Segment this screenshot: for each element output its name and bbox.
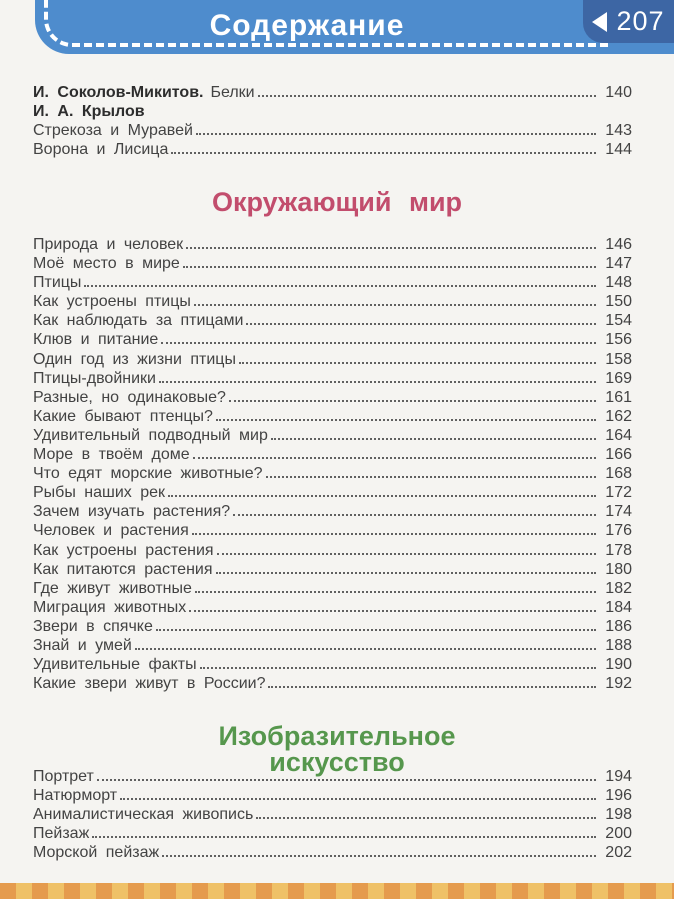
leader-dots <box>92 836 596 838</box>
toc-page-number: 198 <box>605 806 632 824</box>
leader-dots <box>84 285 596 287</box>
toc-entry-title: Один год из жизни птицы <box>33 350 236 368</box>
toc-page-number: 162 <box>605 407 632 425</box>
toc-page-number: 184 <box>605 598 632 616</box>
toc-entry-title: Портрет <box>33 768 94 785</box>
toc-row <box>33 844 632 863</box>
page-title: Содержание <box>209 9 405 42</box>
leader-dots <box>271 438 596 440</box>
leader-dots <box>195 591 596 593</box>
toc-page-number: 188 <box>605 636 632 654</box>
leader-dots <box>200 667 596 669</box>
toc-entry-title: Белки <box>210 84 255 101</box>
leader-dots <box>162 855 596 857</box>
leader-dots <box>194 304 596 306</box>
toc-page-number: 156 <box>605 331 632 349</box>
toc-page-number: 190 <box>605 656 632 674</box>
toc-row <box>33 806 632 825</box>
toc-row <box>33 446 632 465</box>
toc-page-number: 192 <box>605 675 632 693</box>
environment-toc-list <box>33 236 632 694</box>
leader-dots <box>196 133 596 135</box>
section-heading-environment <box>0 189 674 215</box>
leader-dots <box>193 457 596 459</box>
toc-entry-title: Рыбы наших рек <box>33 484 166 502</box>
leader-dots <box>189 610 596 612</box>
leader-dots <box>120 798 596 800</box>
leader-dots <box>135 648 596 650</box>
leader-dots <box>168 495 596 497</box>
leader-dots <box>229 400 596 402</box>
toc-page-number: 178 <box>605 541 632 559</box>
toc-entry-title: Миграция животных <box>33 598 187 616</box>
toc-row <box>33 825 632 844</box>
toc-page-number: 202 <box>605 844 632 862</box>
toc-row <box>33 599 632 618</box>
intro-toc-list <box>33 84 632 160</box>
art-toc-list <box>33 768 632 863</box>
toc-entry-title: Природа и человек <box>33 236 184 253</box>
toc-page-number: 146 <box>605 236 632 253</box>
toc-row <box>33 274 632 293</box>
toc-row <box>33 656 632 675</box>
toc-row <box>33 503 632 522</box>
toc-entry-title: Как устроены растения <box>33 541 214 559</box>
toc-row <box>33 408 632 427</box>
toc-row <box>33 580 632 599</box>
section-heading-line: Изобразительное <box>218 721 456 751</box>
toc-row <box>33 637 632 656</box>
toc-entry-title: Зачем изучать растения? <box>33 503 231 521</box>
toc-row <box>33 787 632 806</box>
toc-entry-title: Звери в спячке <box>33 617 153 635</box>
toc-page-number: 182 <box>605 579 632 597</box>
toc-row <box>33 103 632 122</box>
toc-entry-title: Пейзаж <box>33 825 90 843</box>
toc-entry-title: Моё место в мире <box>33 255 180 273</box>
leader-dots <box>156 629 596 631</box>
toc-page-number: 166 <box>605 446 632 464</box>
section-heading-line: Окружающий мир <box>211 187 463 217</box>
toc-entry-title: Как наблюдать за птицами <box>33 312 244 330</box>
leader-dots <box>266 476 596 478</box>
toc-row <box>33 331 632 350</box>
leader-dots <box>246 323 596 325</box>
toc-page-number: 200 <box>605 825 632 843</box>
toc-row <box>33 312 632 331</box>
leader-dots <box>233 514 596 516</box>
toc-row <box>33 351 632 370</box>
leader-dots <box>258 95 596 97</box>
toc-entry-title: Натюрморт <box>33 787 118 805</box>
toc-row <box>33 84 632 103</box>
leader-dots <box>216 419 596 421</box>
toc-page-number: 168 <box>605 465 632 483</box>
toc-row <box>33 141 632 160</box>
toc-row <box>33 370 632 389</box>
toc-entry-title: Где живут животные <box>33 579 192 597</box>
toc-row <box>33 236 632 255</box>
toc-row <box>33 542 632 561</box>
toc-row <box>33 389 632 408</box>
toc-page-number: 186 <box>605 617 632 635</box>
toc-entry-title: Стрекоза и Муравей <box>33 122 193 140</box>
toc-entry-title: Разные, но одинаковые? <box>33 388 226 406</box>
toc-entry-title: Ворона и Лисица <box>33 141 169 159</box>
toc-row <box>33 675 632 694</box>
leader-dots <box>192 533 596 535</box>
leader-dots <box>186 247 596 249</box>
toc-entry-title: Человек и растения <box>33 522 189 540</box>
toc-page-number: 172 <box>605 484 632 502</box>
toc-page-number: 161 <box>605 388 632 406</box>
left-triangle-icon <box>592 12 607 32</box>
toc-page-number: 169 <box>605 369 632 387</box>
page-number-tab <box>583 0 674 43</box>
toc-page-number: 174 <box>605 503 632 521</box>
toc-author-name: И. Соколов-Микитов. <box>33 84 204 101</box>
footer-stripe <box>0 883 674 899</box>
toc-row <box>33 427 632 446</box>
leader-dots <box>256 817 596 819</box>
toc-entry-title: Клюв и питание <box>33 331 159 349</box>
toc-entry-title: Как устроены птицы <box>33 293 191 311</box>
leader-dots <box>183 266 596 268</box>
toc-entry-title: Какие бывают птенцы? <box>33 407 213 425</box>
toc-entry-title: Что едят морские животные? <box>33 465 263 483</box>
toc-entry-title: Какие звери живут в России? <box>33 675 266 693</box>
toc-page-number: 144 <box>605 141 632 159</box>
toc-page-number: 147 <box>605 255 632 273</box>
toc-row <box>33 255 632 274</box>
section-heading-line: искусство <box>269 747 405 777</box>
toc-page-number: 164 <box>605 426 632 444</box>
toc-row <box>33 522 632 541</box>
leader-dots <box>159 381 596 383</box>
toc-entry-title: Удивительный подводный мир <box>33 426 268 444</box>
toc-row <box>33 768 632 787</box>
toc-page-number: 154 <box>605 312 632 330</box>
leader-dots <box>171 152 596 154</box>
toc-page-number: 148 <box>605 274 632 292</box>
toc-row <box>33 465 632 484</box>
toc-row <box>33 293 632 312</box>
toc-page-number: 194 <box>605 768 632 785</box>
toc-page-number: 158 <box>605 350 632 368</box>
toc-row <box>33 561 632 580</box>
leader-dots <box>97 779 596 781</box>
toc-entry-title: Море в твоём доме <box>33 446 190 464</box>
toc-page-number: 150 <box>605 293 632 311</box>
leader-dots <box>217 553 596 555</box>
page-number: 207 <box>616 6 665 36</box>
toc-entry-title: Удивительные факты <box>33 656 197 674</box>
toc-page-number: 143 <box>605 122 632 140</box>
toc-entry-title: Птицы <box>33 274 82 292</box>
toc-entry-title: Как питаются растения <box>33 560 213 578</box>
leader-dots <box>161 342 596 344</box>
toc-page-number: 176 <box>605 522 632 540</box>
leader-dots <box>216 572 597 574</box>
leader-dots <box>268 686 596 688</box>
toc-page-number: 196 <box>605 787 632 805</box>
toc-page-number: 180 <box>605 560 632 578</box>
toc-page-number: 140 <box>605 84 632 101</box>
toc-row <box>33 484 632 503</box>
toc-entry-title: Птицы-двойники <box>33 369 156 387</box>
toc-author-name: И. А. Крылов <box>33 103 145 121</box>
leader-dots <box>239 362 596 364</box>
toc-entry-title: Морской пейзаж <box>33 844 160 862</box>
toc-row <box>33 122 632 141</box>
toc-entry-title: Знай и умей <box>33 636 132 654</box>
toc-row <box>33 618 632 637</box>
toc-entry-title: Анималистическая живопись <box>33 806 254 824</box>
